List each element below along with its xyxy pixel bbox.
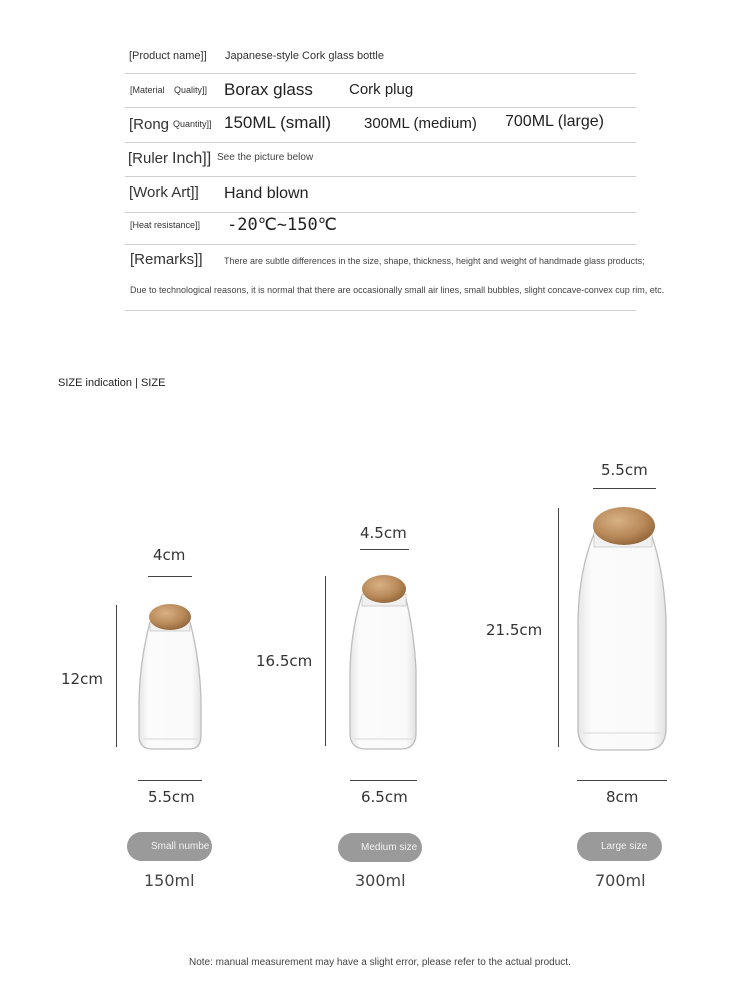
small-size-badge xyxy=(127,832,212,861)
material-label-a: [Material xyxy=(130,85,165,95)
small-top-width-label: 4cm xyxy=(153,546,186,564)
medium-size-badge xyxy=(338,833,422,862)
heat-value: -20℃~150℃ xyxy=(227,215,337,235)
medium-bottom-width-label: 6.5cm xyxy=(361,788,408,806)
ruler-label-a: [Ruler xyxy=(128,150,169,167)
medium-volume: 300ml xyxy=(355,871,406,890)
large-top-width-label: 5.5cm xyxy=(601,461,648,479)
small-bottom-width-label: 5.5cm xyxy=(148,788,195,806)
small-bottom-width-line xyxy=(138,780,202,781)
capacity-label-b: Quantity]] xyxy=(173,119,212,129)
footer-note: Note: manual measurement may have a slight error, please refer to the actual product. xyxy=(189,957,571,968)
large-size-badge xyxy=(577,832,662,861)
medium-bottom-width-line xyxy=(350,780,417,781)
work-art-value: Hand blown xyxy=(224,185,309,202)
size-section-title: SIZE indication | SIZE xyxy=(58,377,166,389)
large-height-label: 21.5cm xyxy=(486,621,543,639)
heat-label: [Heat resistance]] xyxy=(130,220,201,230)
capacity-small: 150ML (small) xyxy=(224,113,332,132)
medium-size-badge-label: Medium size xyxy=(361,842,418,853)
capacity-large: 700ML (large) xyxy=(505,113,605,130)
large-size-badge-label: Large size xyxy=(601,841,648,852)
remarks-label: [Remarks]] xyxy=(130,251,203,268)
small-height-label: 12cm xyxy=(61,670,103,688)
ruler-value: See the picture below xyxy=(217,152,314,163)
remarks-line-1: There are subtle differences in the size, shape, thickness, height and weight of handmade glass products; xyxy=(224,256,645,266)
medium-top-width-label: 4.5cm xyxy=(360,524,407,542)
large-height-line xyxy=(558,508,559,747)
product-name-value: Japanese-style Cork glass bottle xyxy=(225,50,384,62)
medium-top-width-line xyxy=(360,549,409,550)
medium-height-label: 16.5cm xyxy=(256,652,313,670)
medium-height-line xyxy=(325,576,326,746)
medium-bottle-image xyxy=(350,575,416,749)
small-bottle-image xyxy=(139,604,201,749)
large-top-width-line xyxy=(593,488,656,489)
material-value-cork: Cork plug xyxy=(349,81,414,98)
large-bottom-width-label: 8cm xyxy=(606,788,639,806)
small-size-badge-label: Small numbe xyxy=(151,841,210,852)
large-bottom-width-line xyxy=(577,780,667,781)
work-art-label: [Work Art]] xyxy=(129,184,199,201)
product-name-label: [Product name]] xyxy=(129,50,207,62)
capacity-label-a: [Rong xyxy=(129,116,170,133)
large-volume: 700ml xyxy=(595,871,646,890)
material-label-b: Quality]] xyxy=(174,85,208,95)
material-value-glass: Borax glass xyxy=(224,80,313,99)
small-height-line xyxy=(116,605,117,747)
remarks-line-2: Due to technological reasons, it is normal that there are occasionally small air lines, small bubbles, slight concave-convex cup rim, etc. xyxy=(130,285,665,295)
capacity-medium: 300ML (medium) xyxy=(364,115,477,132)
large-bottle-image xyxy=(578,507,666,750)
ruler-label-b: Inch]] xyxy=(172,150,212,167)
small-top-width-line xyxy=(148,576,192,577)
small-volume: 150ml xyxy=(144,871,195,890)
